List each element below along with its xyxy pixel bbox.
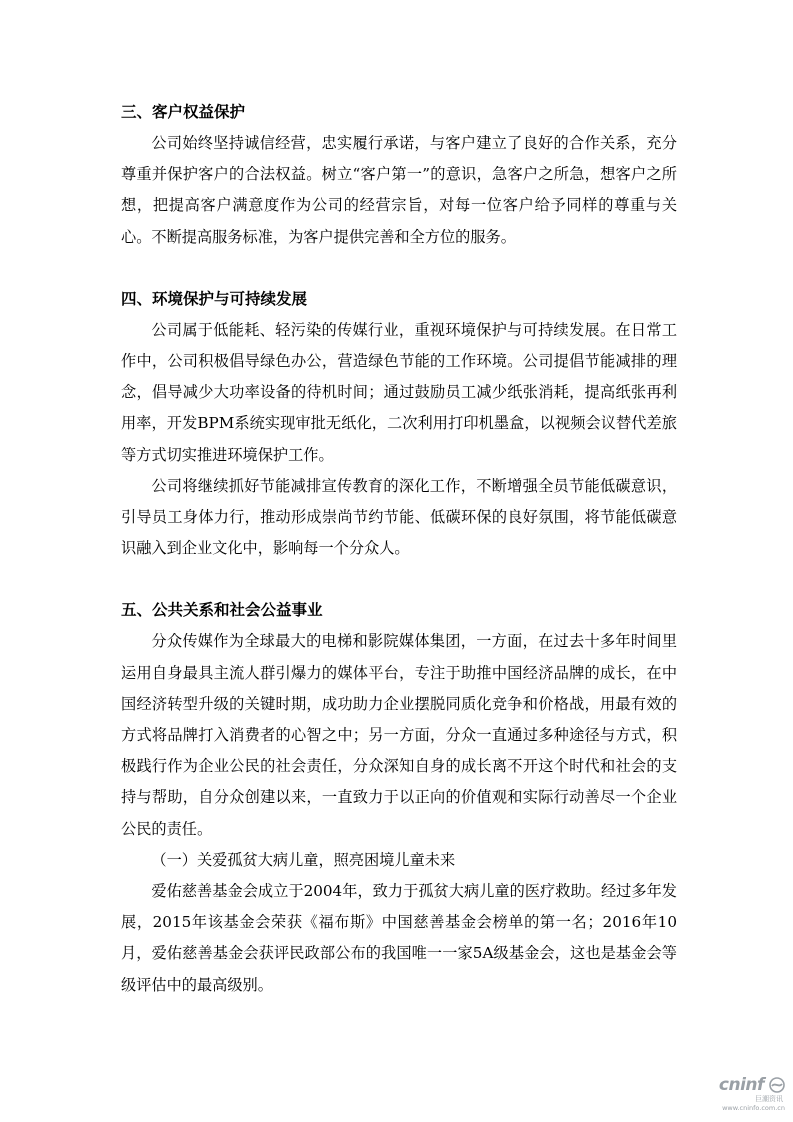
paragraph: 公司始终坚持诚信经营，忠实履行承诺，与客户建立了良好的合作关系，充分尊重并保护客户的合法权益。树立“客户第一”的意识，急客户之所急，想客户之所想，把提高客户满意度作为公司的经营宗旨，对每一位客户给予同样的尊重与关心。不断提高服务标准，为客户提供完善和全方位的服务。 — [121, 134, 677, 246]
document-body — [121, 96, 677, 1001]
subsection-heading: （一）关爱孤贫大病儿童，照亮困境儿童未来 — [151, 850, 456, 869]
section-heading: 四、环境保护与可持续发展 — [121, 289, 308, 308]
paragraph: 分众传媒作为全球最大的电梯和影院媒体集团，一方面，在过去十多年时间里运用自身最具主流人群引爆力的媒体平台，专注于助推中国经济品牌的成长，在中国经济转型升级的关键时期，成功助力企业摆脱同质化竞争和价格战，用最有效的方式将品牌打入消费者的心智之中；另一方面，分众一直通过多种途径与方式，积极践行作为企业公民的社会责任，分众深知自身的成长离不开这个时代和社会的支持与帮助，自分众创建以来，一直致力于以正向的价值观和实际行动善尽一个企业公民的责任。 — [121, 632, 677, 838]
paragraph: 公司属于低能耗、轻污染的传媒行业，重视环境保护与可持续发展。在日常工作中，公司积极倡导绿色办公，营造绿色节能的工作环境。公司提倡节能减排的理念，倡导减少大功率设备的待机时间；通过鼓励员工减少纸张消耗，提高纸张再利用率，开发BPM系统实现审批无纸化，二次利用打印机墨盒，以视频会议替代差旅等方式切实推进环境保护工作。 — [121, 320, 677, 464]
watermark-brand: cninf — [718, 1074, 764, 1095]
cninfo-logo-icon — [769, 1077, 785, 1093]
paragraph: 公司将继续抓好节能减排宣传教育的深化工作，不断增强全员节能低碳意识，引导员工身体力行，推动形成崇尚节约节能、低碳环保的良好氛围，将节能低碳意识融入到企业文化中，影响每一个分众人。 — [121, 476, 677, 558]
section-public-relations — [121, 594, 677, 1000]
watermark-url: www.cninfo.com.cn — [722, 1103, 785, 1112]
section-spacer — [121, 253, 677, 283]
section-heading: 五、公共关系和社会公益事业 — [121, 601, 323, 620]
section-environment — [121, 283, 677, 565]
section-customer-rights — [121, 96, 677, 253]
watermark-subtitle: 巨潮资讯 — [755, 1094, 783, 1103]
cninfo-watermark — [705, 1074, 785, 1114]
paragraph: 爱佑慈善基金会成立于2004年，致力于孤贫大病儿童的医疗救助。经过多年发展，2015年该基金会荣获《福布斯》中国慈善基金会榜单的第一名；2016年10月，爱佑慈善基金会获评民政部公布的我国唯一一家5A级基金会，这也是基金会等级评估中的最高级别。 — [121, 882, 677, 994]
section-spacer — [121, 564, 677, 594]
section-heading: 三、客户权益保护 — [121, 103, 246, 121]
